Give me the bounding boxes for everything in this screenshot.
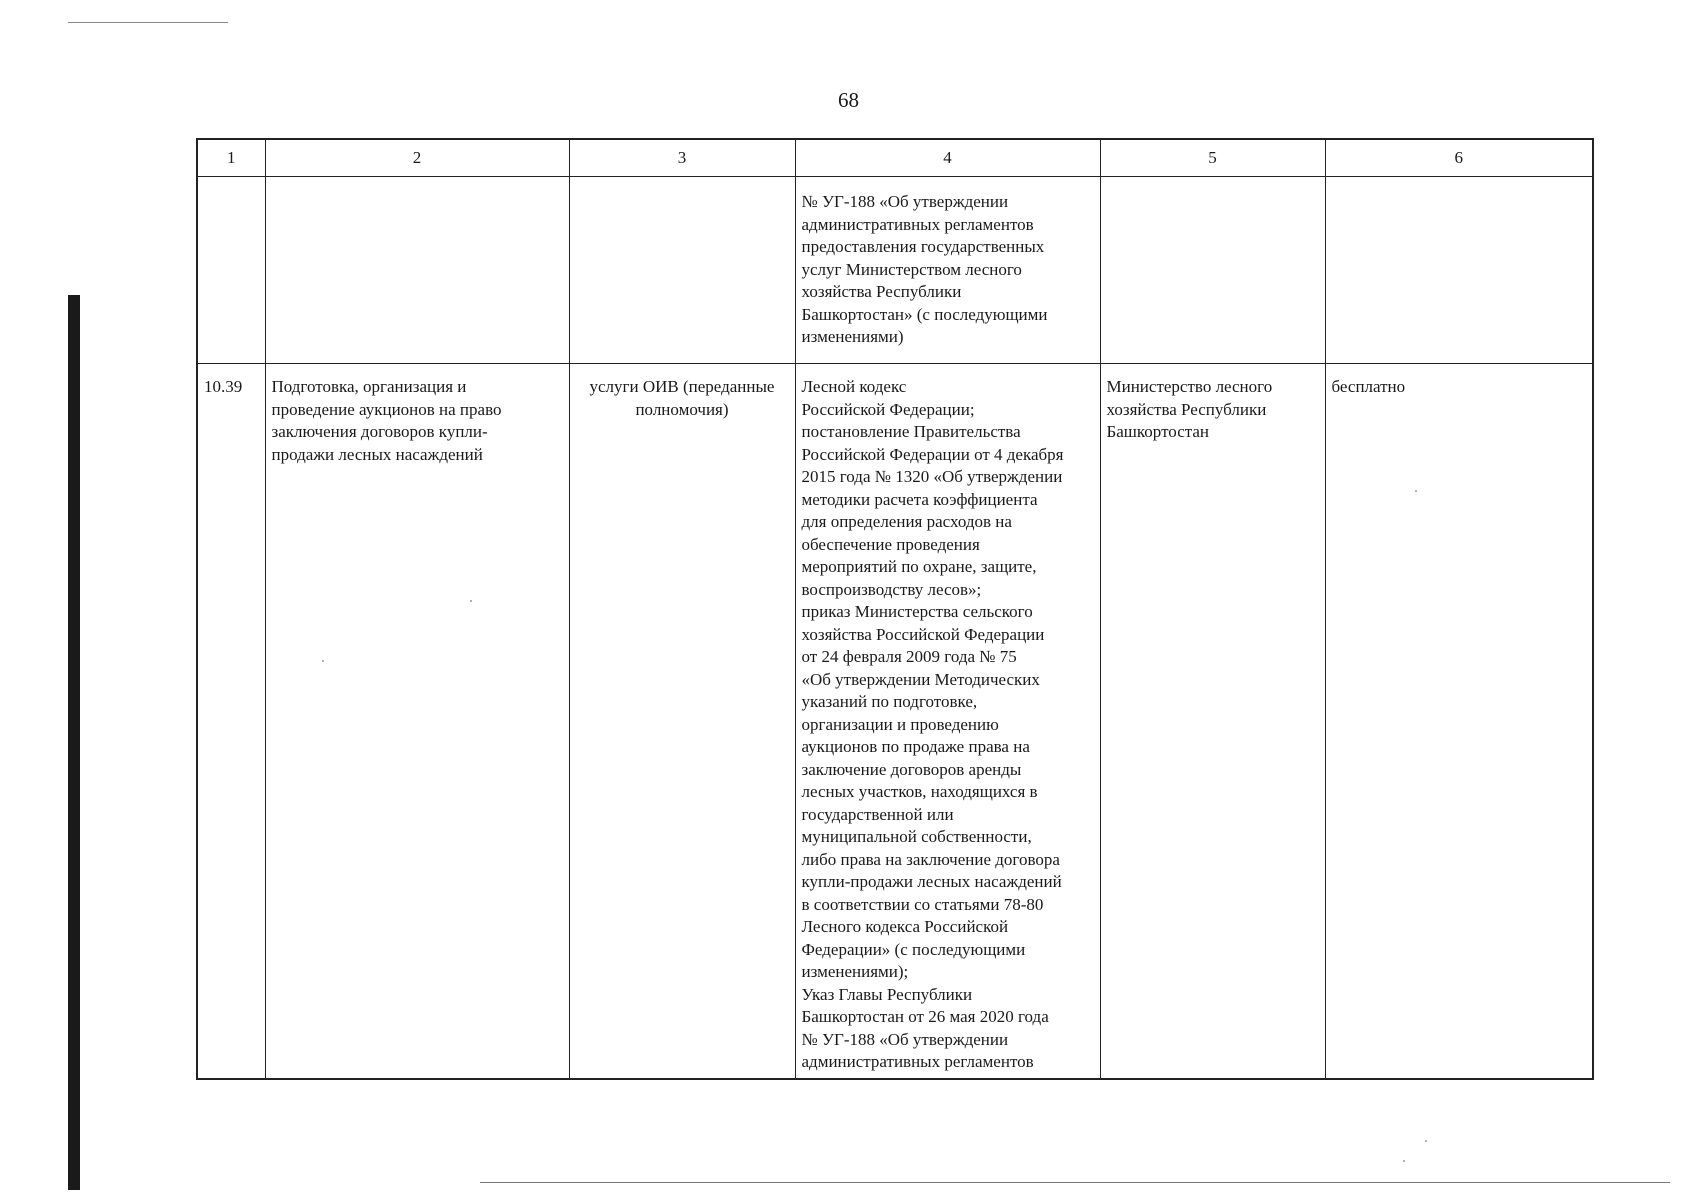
cont-cell-6 xyxy=(1325,177,1593,364)
table-header-row xyxy=(197,139,1593,177)
header-cell-6: 6 xyxy=(1325,139,1593,177)
table-row-10-39 xyxy=(197,364,1593,1080)
service-fee: бесплатно xyxy=(1325,364,1593,1080)
service-name: Подготовка, организация и проведение аукционов на право заключения договоров купли- продажи лесных насаждений xyxy=(265,364,569,1080)
service-type: услуги ОИВ (переданные полномочия) xyxy=(569,364,795,1080)
cont-cell-1 xyxy=(197,177,265,364)
header-cell-2: 2 xyxy=(265,139,569,177)
cont-cell-3 xyxy=(569,177,795,364)
row-number: 10.39 xyxy=(197,364,265,1080)
header-cell-4: 4 xyxy=(795,139,1100,177)
responsible-authority: Министерство лесного хозяйства Республики Башкортостан xyxy=(1100,364,1325,1080)
header-cell-1: 1 xyxy=(197,139,265,177)
cont-cell-5 xyxy=(1100,177,1325,364)
cont-cell-legal-basis: № УГ-188 «Об утверждении административных регламентов предоставления государственных услуг Министерством лесного хозяйства Республики Башкортостан» (с последующими изменениями) xyxy=(795,177,1100,364)
header-cell-3: 3 xyxy=(569,139,795,177)
scan-artifact-top-line xyxy=(68,22,228,23)
scan-artifact-bottom-line xyxy=(480,1182,1670,1183)
legal-basis: Лесной кодекс Российской Федерации; постановление Правительства Российской Федерации от 4 декабря 2015 года № 1320 «Об утверждении методики расчета коэффициента для определения расходов на обеспечение проведения мероприятий по охране, защите, воспроизводству лесов»; приказ Министерства сельского хозяйства Российской Федерации от 24 февраля 2009 года № 75 «Об утверждении Методических указаний по подготовке, организации и проведению аукционов по продаже права на заключение договоров аренды лесных участков, находящихся в государственной или муниципальной собственности, либо права на заключение договора купли-продажи лесных насаждений в соответствии со статьями 78-80 Лесного кодекса Российской Федерации» (с последующими изменениями); Указ Главы Республики Башкортостан от 26 мая 2020 года № УГ-188 «Об утверждении административных регламентов xyxy=(795,364,1100,1080)
scan-speck xyxy=(1403,1160,1405,1162)
scan-artifact-left-bar xyxy=(68,295,80,1190)
page-number: 68 xyxy=(838,88,859,112)
scan-speck xyxy=(1425,1140,1427,1142)
cont-cell-2 xyxy=(265,177,569,364)
header-cell-5: 5 xyxy=(1100,139,1325,177)
services-table xyxy=(196,138,1594,1080)
table-row-continuation xyxy=(197,177,1593,364)
